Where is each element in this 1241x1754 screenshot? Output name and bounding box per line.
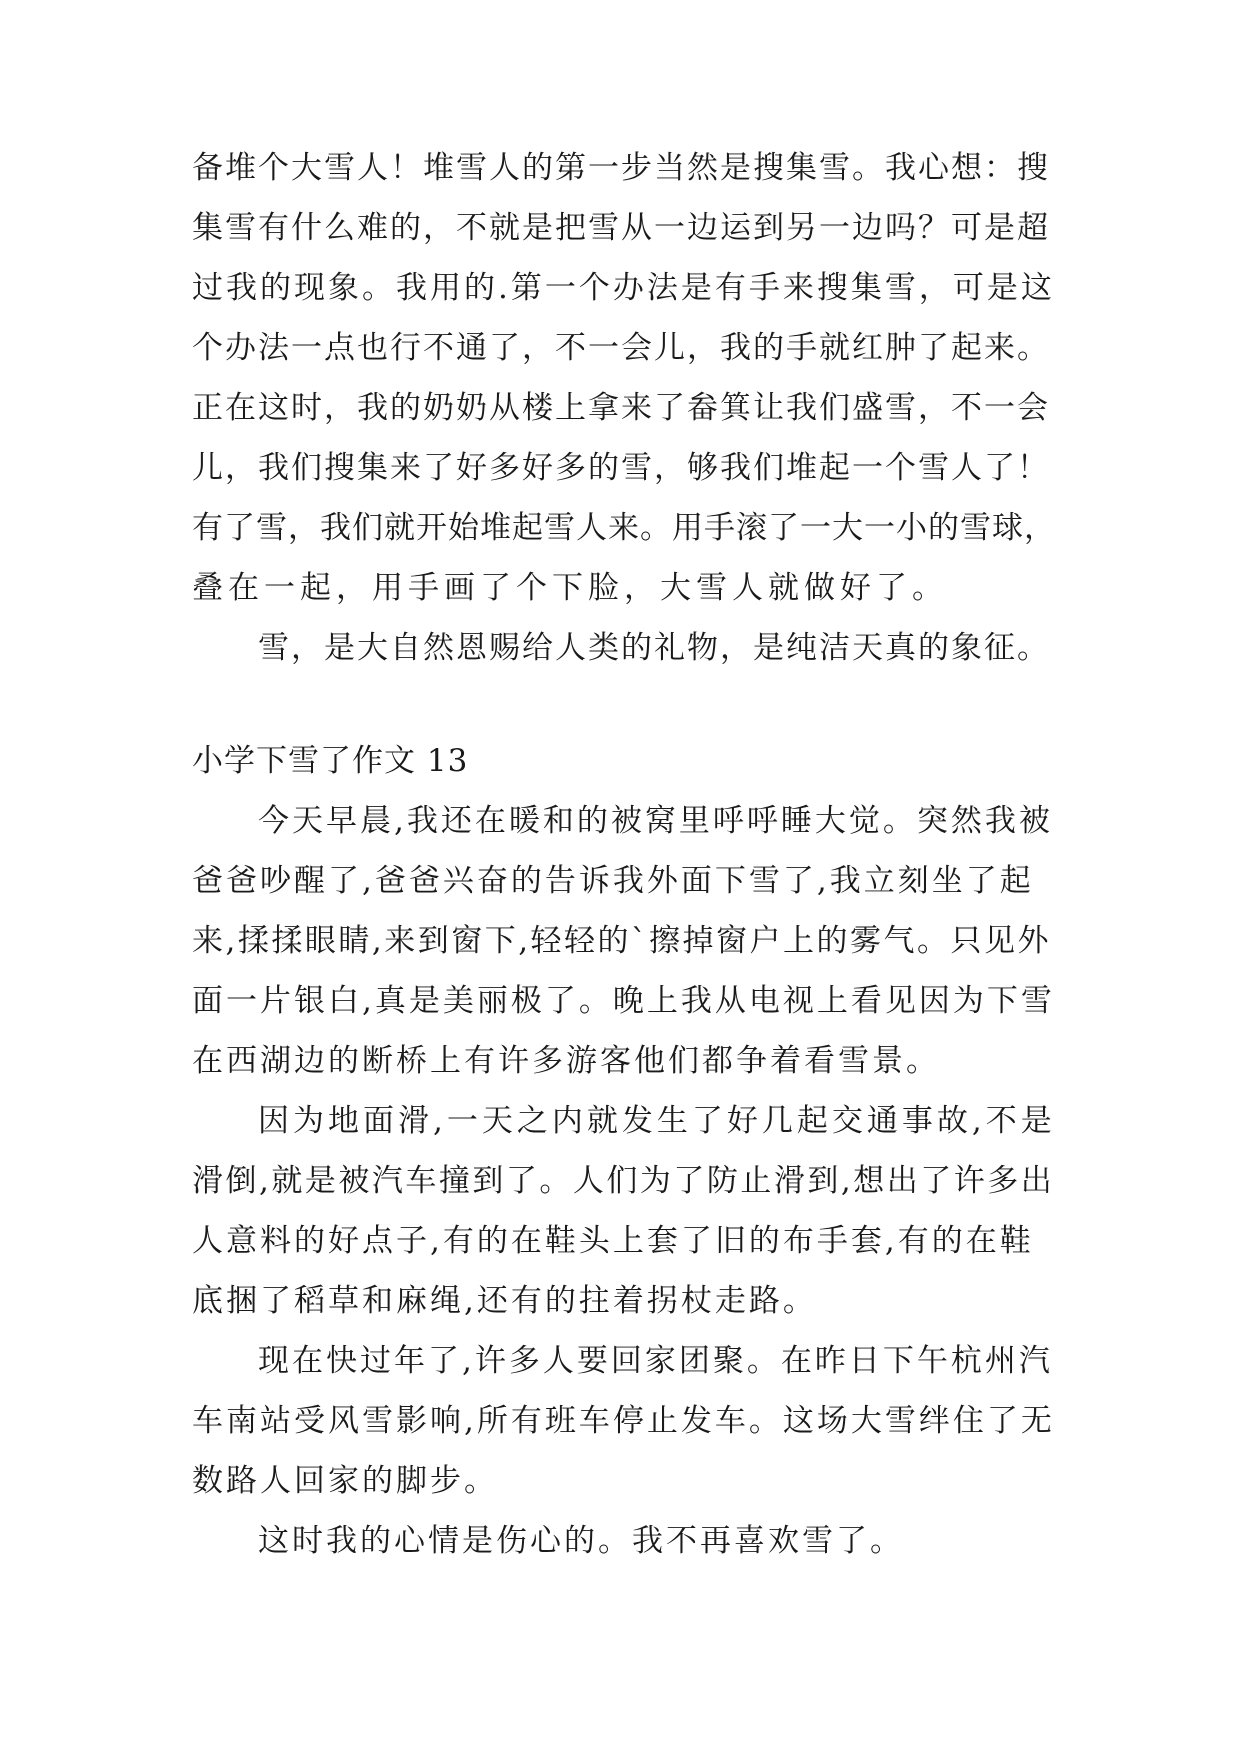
paragraph-line: 数路人回家的脚步。 [192,1463,498,1499]
text-line: 儿，我们搜集来了好多好多的雪，够我们堆起一个雪人了！ [192,450,1050,486]
essay-title: 小学下雪了作文 13 [192,743,469,779]
text-line: 集雪有什么难的，不就是把雪从一边运到另一边吗？可是超 [192,210,1050,246]
paragraph-line: 人意料的好点子,有的在鞋头上套了旧的布手套,有的在鞋 [192,1223,1034,1259]
text-line: 有了雪，我们就开始堆起雪人来。用手滚了一大一小的雪球， [192,510,1056,546]
paragraph-line: 这时我的心情是伤心的。我不再喜欢雪了。 [258,1523,904,1559]
paragraph-line: 现在快过年了,许多人要回家团聚。在昨日下午杭州汽 [258,1343,1053,1379]
paragraph-line: 车南站受风雪影响,所有班车停止发车。这场大雪绊住了无 [192,1403,1055,1439]
text-line: 个办法一点也行不通了，不一会儿，我的手就红肿了起来。 [192,330,1050,366]
paragraph-line: 在西湖边的断桥上有许多游客他们都争着看雪景。 [192,1043,940,1079]
paragraph-line: 今天早晨,我还在暖和的被窝里呼呼睡大觉。突然我被 [258,803,1053,839]
paragraph-line: 面一片银白,真是美丽极了。晚上我从电视上看见因为下雪 [192,983,1055,1019]
paragraph-line: 来,揉揉眼睛,来到窗下,轻轻的`擦掉窗户上的雾气。只见外 [192,923,1052,959]
text-line: 叠在一起，用手画了个下脸，大雪人就做好了。 [192,570,948,606]
text-line: 过我的现象。我用的.第一个办法是有手来搜集雪，可是这 [192,270,1055,306]
closing-sentence: 雪，是大自然恩赐给人类的礼物，是纯洁天真的象征。 [258,630,1050,666]
paragraph-line: 底捆了稻草和麻绳,还有的拄着拐杖走路。 [192,1283,817,1319]
paragraph-line: 爸爸吵醒了,爸爸兴奋的告诉我外面下雪了,我立刻坐了起 [192,863,1034,899]
text-line: 正在这时，我的奶奶从楼上拿来了畚箕让我们盛雪，不一会 [192,390,1050,426]
paragraph-line: 滑倒,就是被汽车撞到了。人们为了防止滑到,想出了许多出 [192,1163,1055,1199]
text-line: 备堆个大雪人！堆雪人的第一步当然是搜集雪。我心想：搜 [192,150,1050,186]
paragraph-line: 因为地面滑,一天之内就发生了好几起交通事故,不是 [258,1103,1056,1139]
